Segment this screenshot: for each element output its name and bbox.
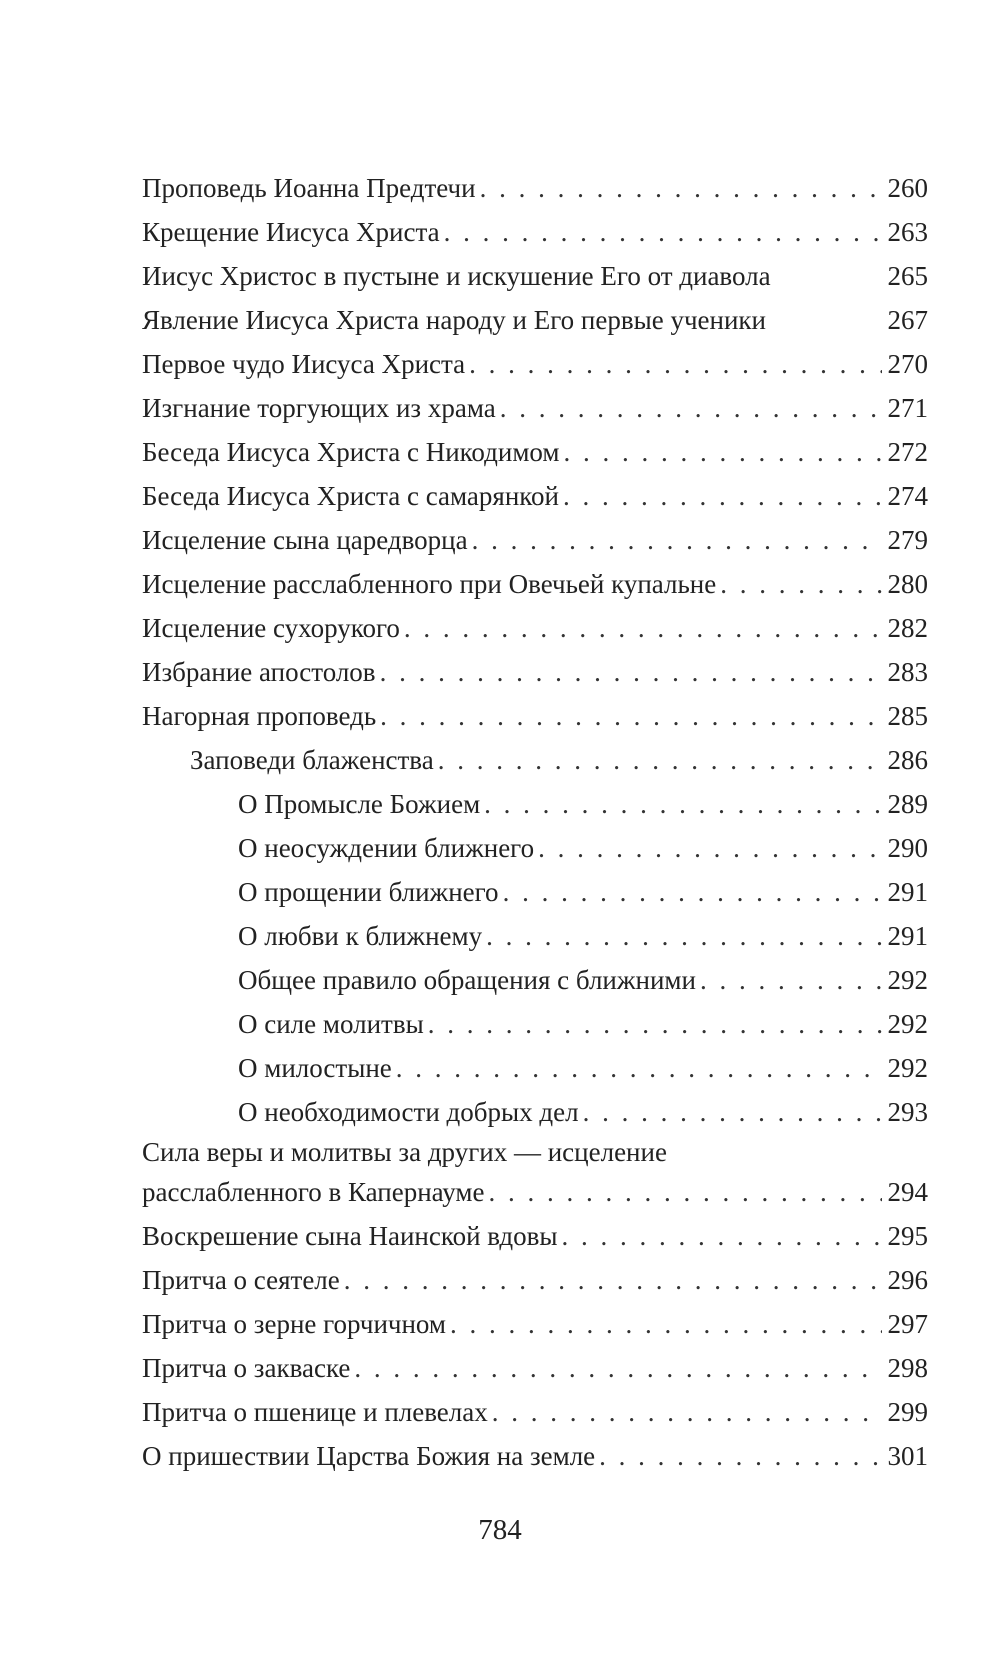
toc-entry [142,210,928,254]
toc-entry-page: 292 [887,1053,928,1083]
toc-entry [142,1434,928,1478]
toc-entry [142,1302,928,1346]
toc-entry-page: 260 [887,173,928,203]
toc-entry-title: Общее правило обращения с ближними [238,965,696,995]
toc-entry-title: Иисус Христос в пустыне и искушение Его от диавола [142,261,771,291]
toc-entry-title-line1: Сила веры и молитвы за других — исцеление [142,1137,667,1167]
dot-leader [564,430,882,474]
dot-leader [500,386,882,430]
toc-entry [142,1214,928,1258]
toc-entry-page: 271 [887,393,928,423]
toc-entry-title: Первое чудо Иисуса Христа [142,349,466,379]
toc-entry-page: 279 [887,525,928,555]
toc-entry [142,606,928,650]
toc-entry [142,1390,928,1434]
toc-entry-page: 272 [887,437,928,467]
dot-leader [503,870,882,914]
toc-entry-title-line2: расслабленного в Капернауме [142,1177,485,1207]
dot-leader [488,1170,881,1214]
toc-entry [142,562,928,606]
toc-entry-title: О пришествии Царства Божия на земле [142,1441,596,1471]
dot-leader [562,1214,882,1258]
toc-entry-title: О неосуждении ближнего [238,833,535,863]
toc-entry [142,474,928,518]
toc-entry [142,870,928,914]
toc-entry-title: Исцеление сухорукого [142,613,400,643]
toc-entry [142,694,928,738]
toc-entry [142,1002,928,1046]
dot-leader [700,958,882,1002]
toc-entry [142,782,928,826]
toc-entry-page: 283 [887,657,928,687]
dot-leader [380,650,882,694]
toc-entry-page: 293 [887,1097,928,1127]
toc-entry-title: Явление Иисуса Христа народу и Его первые ученики [142,305,766,335]
dot-leader [583,1090,882,1134]
dot-leader [486,914,881,958]
toc-entry-page: 289 [887,789,928,819]
dot-leader [444,210,882,254]
toc-entry-title: Беседа Иисуса Христа с Никодимом [142,437,560,467]
dot-leader [480,166,882,210]
toc-entry [142,826,928,870]
toc-entry-title: Притча о закваске [142,1353,351,1383]
toc-entry-page: 297 [887,1309,928,1339]
toc-entry [142,386,928,430]
toc-entry [142,1258,928,1302]
dot-leader [404,606,882,650]
dot-leader [720,562,881,606]
toc-entry-page: 298 [887,1353,928,1383]
dot-leader [469,342,881,386]
dot-leader [354,1346,881,1390]
toc-entry-page: 291 [887,921,928,951]
dot-leader [380,694,881,738]
toc-entry-page: 301 [887,1441,928,1471]
toc-entry-page: 291 [887,877,928,907]
toc-entry [142,650,928,694]
dot-leader [538,826,881,870]
toc-entry-page: 274 [887,481,928,511]
toc-entry-page: 270 [887,349,928,379]
toc-entry-page: 286 [887,745,928,775]
dot-leader [472,518,882,562]
toc-entry-title: Изгнание торгующих из храма [142,393,496,423]
toc-entry-page: 294 [887,1177,928,1207]
toc-entry-page: 296 [887,1265,928,1295]
dot-leader [484,782,881,826]
toc-entry-title: О прощении ближнего [238,877,499,907]
page-number: 784 [478,1514,522,1546]
dot-leader [563,474,882,518]
toc-entry-page: 282 [887,613,928,643]
toc-entry [142,914,928,958]
toc-entry-page: 265 [887,261,928,291]
toc-entry-page: 285 [887,701,928,731]
toc-entry [142,738,928,782]
toc-entry-page: 290 [887,833,928,863]
dot-leader [396,1046,882,1090]
toc-entry [142,298,928,342]
toc-entry [142,342,928,386]
toc-entry-title: Крещение Иисуса Христа [142,217,440,247]
toc-entry-title: О необходимости добрых дел [238,1097,579,1127]
toc-entry-title: О любви к ближнему [238,921,483,951]
toc-entry-title: Заповеди блаженства [190,745,434,775]
toc-entry-title: Исцеление сына царедворца [142,525,468,555]
toc-entry-page: 280 [887,569,928,599]
toc-entry [142,254,928,298]
toc-entry [142,958,928,1002]
toc-entry-title: Притча о сеятеле [142,1265,340,1295]
dot-leader [450,1302,881,1346]
toc-entry-second-line [142,1170,928,1214]
toc-entry-page: 299 [887,1397,928,1427]
toc-entry-title: Беседа Иисуса Христа с самарянкой [142,481,559,511]
toc-entry-title: Исцеление расслабленного при Овечьей купальне [142,569,717,599]
toc-entry-title: Притча о зерне горчичном [142,1309,447,1339]
toc-entry-page: 263 [887,217,928,247]
toc-entry [142,1346,928,1390]
toc-entry [142,1134,928,1214]
toc-entry-title: Притча о пшенице и плевелах [142,1397,488,1427]
dot-leader [344,1258,882,1302]
toc-entry [142,166,928,210]
toc-entry-page: 267 [887,305,928,335]
toc-entry-page: 295 [887,1221,928,1251]
toc-entry [142,430,928,474]
dot-leader [492,1390,882,1434]
toc-entry-title: Проповедь Иоанна Предтечи [142,173,476,203]
dot-leader [599,1434,881,1478]
toc-entry-title: Избрание апостолов [142,657,376,687]
toc-entry [142,1090,928,1134]
toc-entry [142,518,928,562]
dot-leader [428,1002,882,1046]
toc-entry-title: О Промысле Божием [238,789,481,819]
toc-entry [142,1046,928,1090]
table-of-contents [142,166,928,1478]
toc-entry-page: 292 [887,1009,928,1039]
toc-entry-title: Нагорная проповедь [142,701,377,731]
toc-entry-page: 292 [887,965,928,995]
dot-leader [438,738,882,782]
toc-entry-title: О милостыне [238,1053,392,1083]
toc-entry-title: О силе молитвы [238,1009,424,1039]
toc-entry-title: Воскрешение сына Наинской вдовы [142,1221,558,1251]
